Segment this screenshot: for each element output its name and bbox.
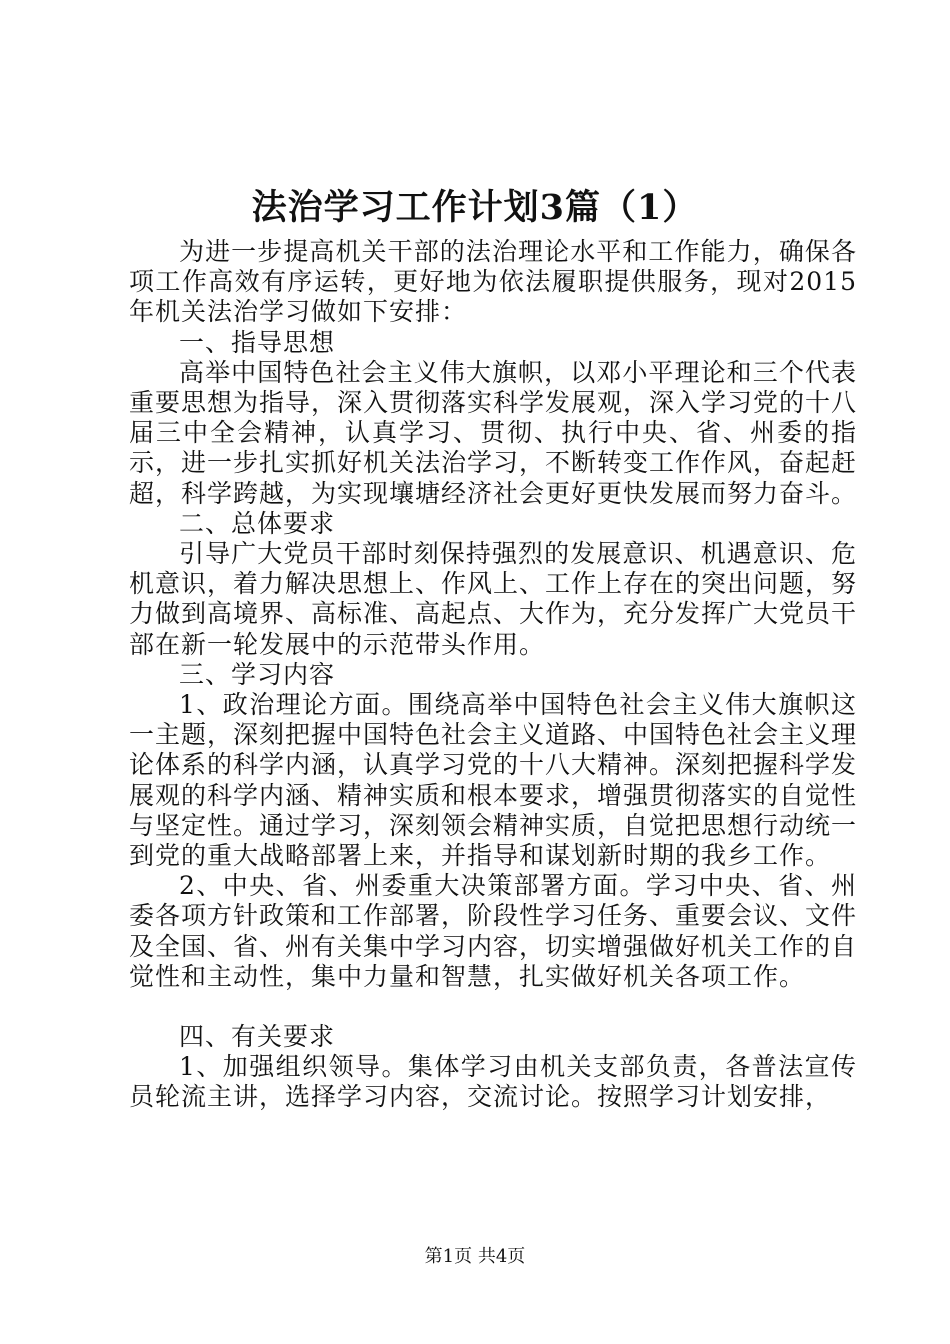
political-theory-paragraph: 1、政治理论方面。围绕高举中国特色社会主义伟大旗帜这一主题，深刻把握中国特色社会主义道路、中国特色社会主义理论体系的科学内涵，认真学习党的十八大精神。深刻把握科学发展观的科学内涵、精神实质和根本要求，增强贯彻落实的自觉性与坚定性。通过学习，深刻领会精神实质，自觉把思想行动统一到党的重大战略部署上来，并指导和谋划新时期的我乡工作。	[129, 690, 858, 871]
general-requirements-paragraph: 引导广大党员干部时刻保持强烈的发展意识、机遇意识、危机意识，着力解决思想上、作风上、工作上存在的突出问题，努力做到高境界、高标准、高起点、大作为，充分发挥广大党员干部在新一轮发展中的示范带头作用。	[129, 539, 858, 659]
paragraph-spacer	[129, 992, 857, 1022]
section-heading-general-requirements: 二、总体要求	[179, 508, 336, 538]
document-body	[129, 237, 857, 1113]
section-heading-guiding-thought: 一、指导思想	[179, 327, 336, 357]
section-heading-related-requirements: 四、有关要求	[179, 1022, 336, 1052]
page-footer: 第1页 共4页	[424, 1246, 526, 1267]
document-title: 法治学习工作计划3篇（1）	[251, 187, 699, 228]
intro-paragraph: 为进一步提高机关干部的法治理论水平和工作能力，确保各项工作高效有序运转，更好地为依法履职提供服务，现对2015年机关法治学习做如下安排：	[129, 237, 857, 327]
major-decisions-paragraph: 2、中央、省、州委重大决策部署方面。学习中央、省、州委各项方针政策和工作部署，阶段性学习任务、重要会议、文件及全国、省、州有关集中学习内容，切实增强做好机关工作的自觉性和主动性，集中力量和智慧，扎实做好机关各项工作。	[129, 871, 858, 991]
section-heading-study-content: 三、学习内容	[179, 659, 336, 689]
guiding-thought-paragraph: 高举中国特色社会主义伟大旗帜，以邓小平理论和三个代表重要思想为指导，深入贯彻落实科学发展观，深入学习党的十八届三中全会精神，认真学习、贯彻、执行中央、省、州委的指示，进一步扎实抓好机关法治学习，不断转变工作作风，奋起赶超，科学跨越，为实现壤塘经济社会更好更快发展而努力奋斗。	[129, 357, 858, 508]
organization-leadership-paragraph: 1、加强组织领导。集体学习由机关支部负责，各普法宣传员轮流主讲，选择学习内容，交流讨论。按照学习计划安排，	[129, 1052, 857, 1112]
